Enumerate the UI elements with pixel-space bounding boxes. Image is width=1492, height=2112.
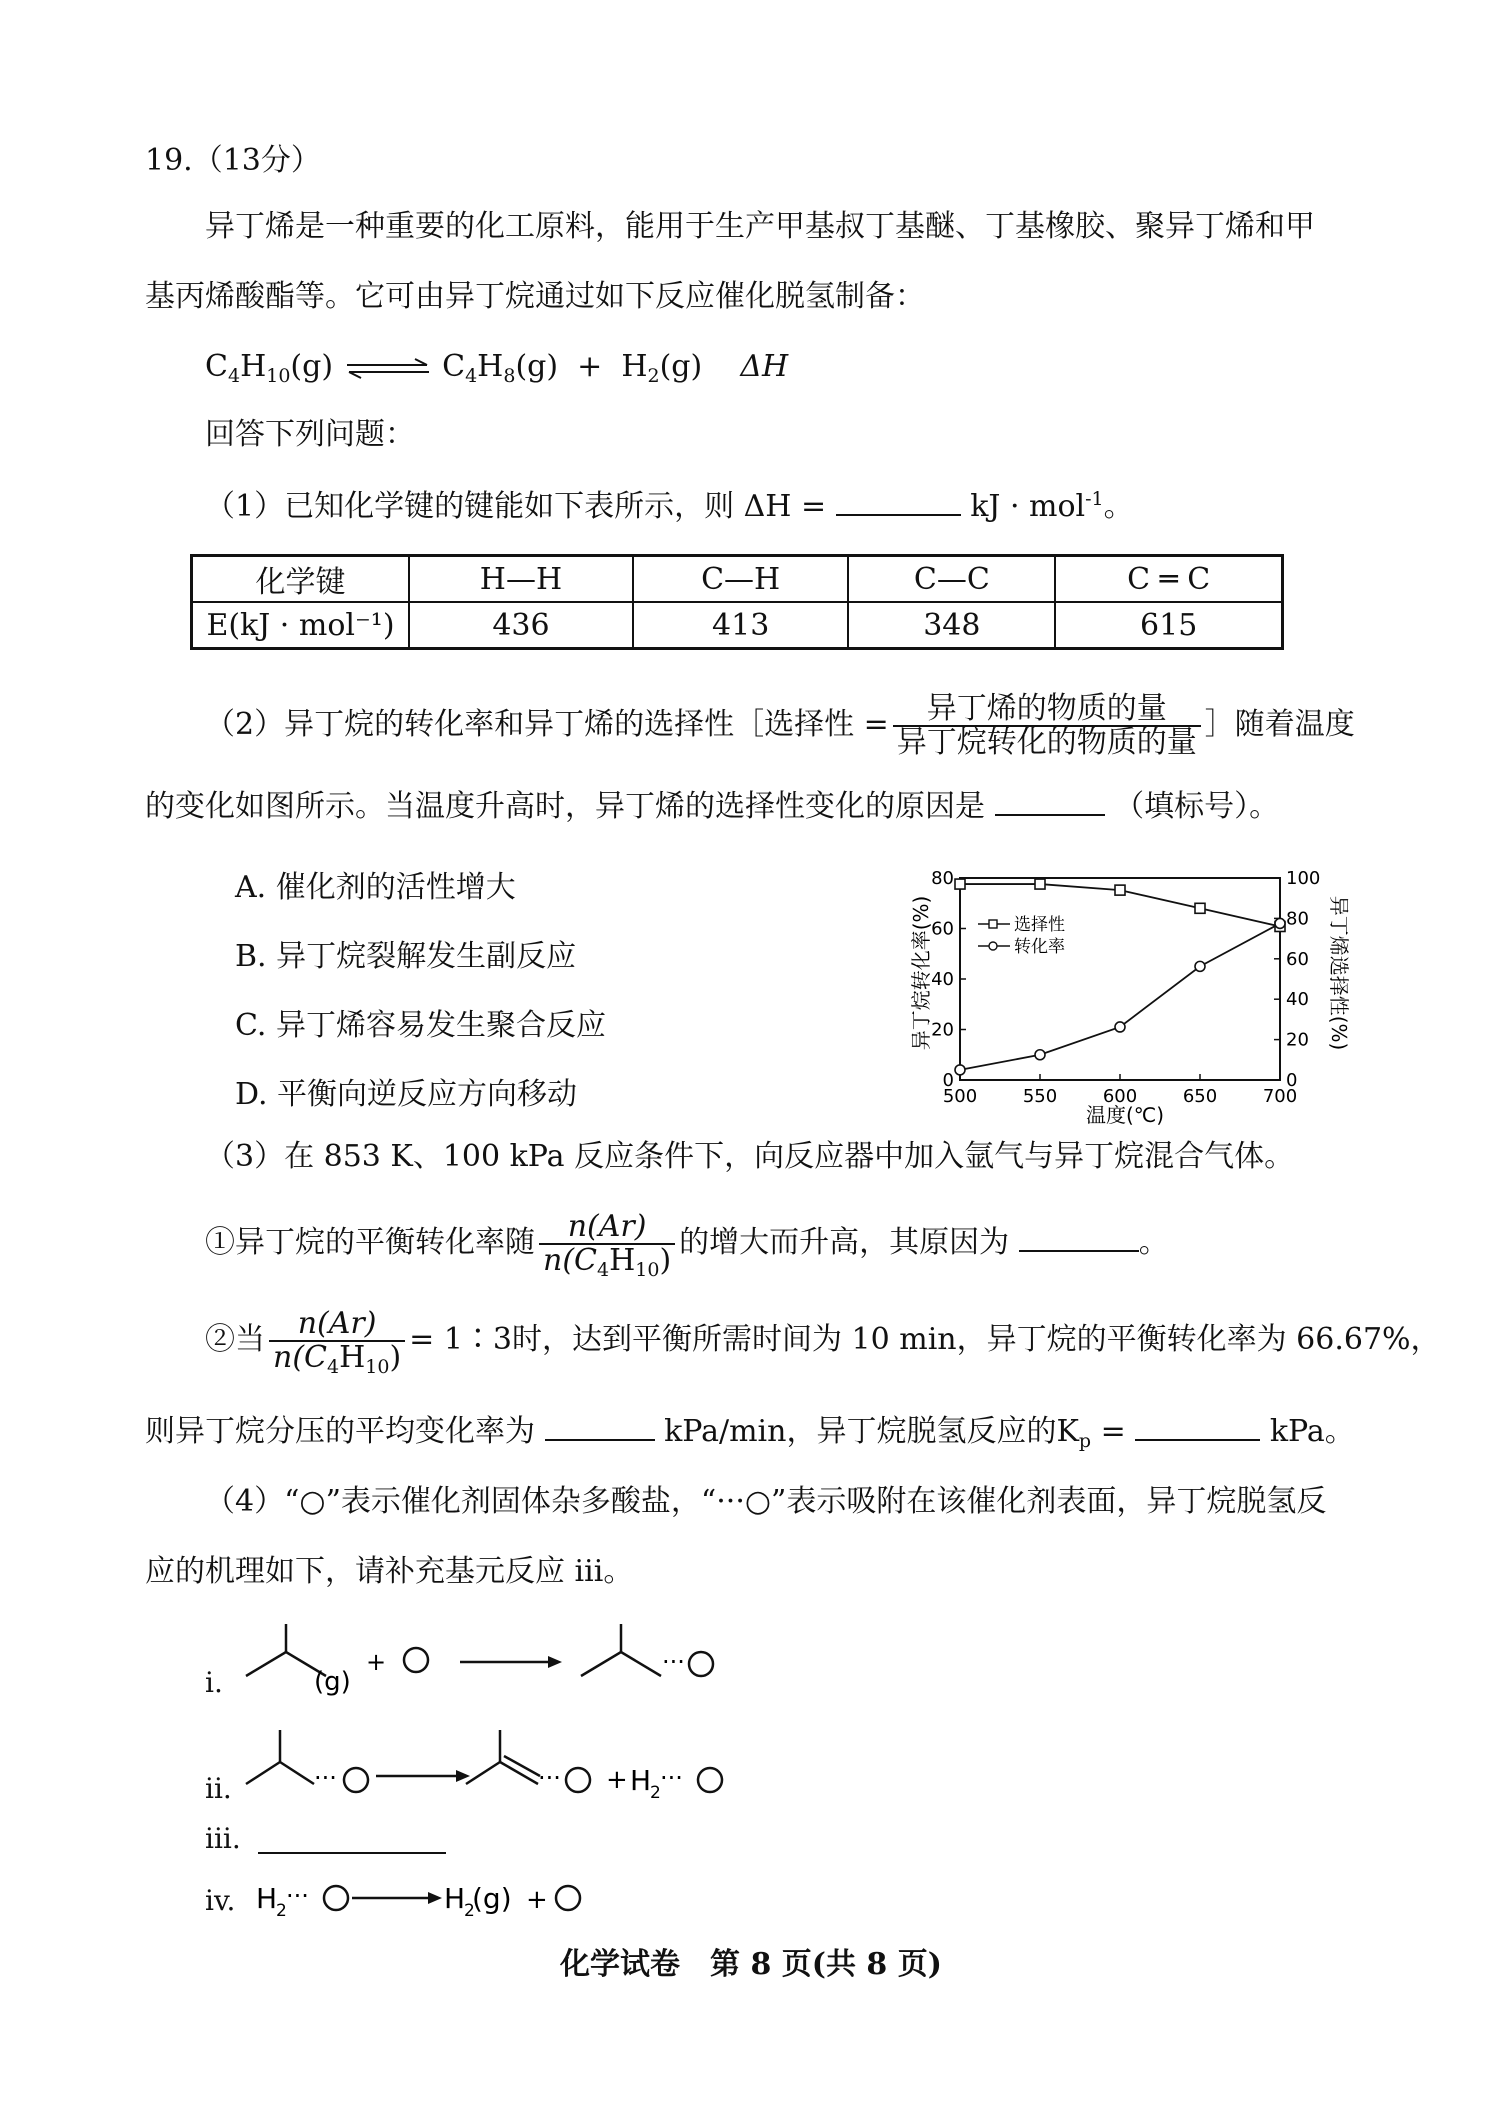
table-cell: C ═ C (1055, 556, 1282, 603)
x-tick-label: 700 (1262, 1086, 1298, 1107)
reaction-arrow-icon (376, 1770, 470, 1782)
catalyst-circle-icon (324, 1886, 348, 1910)
left-y-tick-label: 40 (931, 969, 954, 990)
reaction-arrow-icon (460, 1656, 562, 1668)
data-point-square (1115, 885, 1125, 895)
gas-state-label: (g) (472, 1882, 512, 1915)
data-point-circle (1035, 1050, 1045, 1060)
x-tick-label: 550 (1022, 1086, 1058, 1107)
chart-frame (960, 878, 1280, 1080)
step-iii-label: iii. (205, 1822, 241, 1855)
right-y-tick-label: 20 (1286, 1029, 1309, 1051)
reaction-equation: $C_4H_{10}(g) C_4H_8(g) + H_2(g)$ ΔH (205, 349, 789, 387)
data-point-square (955, 879, 965, 889)
adsorption-dots: ··· (538, 1764, 561, 1792)
adsorbed-isobutane-icon (581, 1624, 661, 1676)
adsorption-dots: ··· (662, 1648, 685, 1676)
part1-question: （1）已知化学键的键能如下表所示，则 ΔH = kJ · mol$^{-1}$。 (205, 488, 1134, 524)
table-cell: 348 (848, 602, 1055, 649)
catalyst-circle-icon (404, 1648, 428, 1672)
right-y-tick-label: 40 (1286, 989, 1309, 1011)
x-tick-label: 650 (1182, 1086, 1218, 1107)
right-y-tick-label: 80 (1286, 908, 1309, 930)
h2-label: H (444, 1882, 466, 1915)
step-iv-label: iv. (205, 1884, 236, 1917)
chart-right-axis-label: 异丁烯选择性(%) (1327, 895, 1351, 1051)
plus-sign: + (526, 1885, 548, 1915)
step-ii-label: ii. (205, 1772, 232, 1805)
ar-ratio-fraction: $\frac{n(Ar)}{n(C_4H_{10})}$ (539, 1211, 675, 1277)
adsorption-dots: ··· (660, 1764, 683, 1792)
legend-label: 选择性 (1014, 915, 1065, 935)
answer-blank-step-iii[interactable] (258, 1852, 446, 1854)
x-tick-label: 500 (942, 1086, 978, 1107)
equilibrium-arrow-icon (343, 357, 433, 379)
enthalpy-symbol: ΔH (740, 349, 789, 384)
table-cell: 615 (1055, 602, 1282, 649)
mechanism-step-ii (238, 1718, 758, 1808)
chart-left-axis-label: 异丁烷转化率(%) (909, 895, 933, 1051)
adsorption-dots: ··· (314, 1764, 337, 1792)
part3-question-2: ②当 $\frac{n(Ar)}{n(C_4H_{10})}$ = 1∶3时，达到平衡所需时间为 10 min，异丁烷的平衡转化率为 66.67%， (205, 1306, 1441, 1378)
answer-blank-3-1[interactable] (1019, 1224, 1139, 1252)
legend-label: 转化率 (1014, 937, 1065, 957)
right-y-tick-label: 60 (1286, 948, 1309, 970)
catalyst-circle-icon (566, 1768, 590, 1792)
x-tick-label: 600 (1102, 1086, 1138, 1107)
answer-blank-dh[interactable] (836, 488, 961, 516)
adsorbed-isobutane-icon (246, 1730, 314, 1784)
conversion-selectivity-chart (900, 858, 1351, 1138)
h2-label: H (630, 1764, 652, 1797)
table-header-cell: E(kJ · mol⁻¹) (192, 602, 410, 649)
part2-question-line1: （2）异丁烷的转化率和异丁烯的选择性［选择性 = $\frac{\text{异丁烯的物质的量}}{\text{异丁烷转化的物质的量}}$ ］随着温度 (205, 691, 1355, 760)
plus-sign: + (366, 1648, 387, 1676)
h2-subscript: 2 (650, 1783, 661, 1803)
legend-marker-circle (989, 942, 997, 950)
plus-sign: + (606, 1765, 628, 1795)
part3-question-1: ①异丁烷的平衡转化率随 $\frac{n(Ar)}{n(C_4H_{10})}$ 的增大而升高，其原因为 。 (205, 1209, 1169, 1281)
catalyst-circle-icon (344, 1768, 368, 1792)
adsorbed-isobutene-icon (466, 1730, 540, 1784)
table-row (192, 602, 1283, 649)
data-point-square (1195, 903, 1205, 913)
catalyst-circle-icon (689, 1652, 713, 1676)
mechanism-step-iv (250, 1872, 610, 1922)
left-y-tick-label: 0 (942, 1070, 954, 1091)
adsorption-dots: ··· (286, 1882, 309, 1910)
answer-blank-part2[interactable] (995, 788, 1105, 816)
part3-question-2-line2: 则异丁烷分压的平均变化率为 kPa/min，异丁烷脱氢反应的$K_p$ = kPa。 (145, 1414, 1355, 1452)
catalyst-circle-icon (698, 1768, 722, 1792)
table-header-cell: 化学键 (192, 556, 410, 603)
option-b: B. 异丁烷裂解发生副反应 (235, 939, 577, 974)
table-cell: 413 (633, 602, 848, 649)
data-point-circle (1115, 1022, 1125, 1032)
answer-blank-rate[interactable] (545, 1413, 655, 1441)
table-cell: 436 (409, 602, 633, 649)
step-i-label: i. (205, 1666, 223, 1699)
catalyst-circle-icon (556, 1886, 580, 1910)
right-y-tick-label: 0 (1286, 1070, 1298, 1091)
left-y-tick-label: 80 (931, 868, 954, 889)
page-footer: 化学试卷 第 8 页(共 8 页) (560, 1947, 942, 1982)
reaction-arrow-icon (352, 1892, 442, 1904)
answer-prompt: 回答下列问题： (205, 417, 415, 452)
option-d: D. 平衡向逆反应方向移动 (235, 1077, 578, 1112)
intro-line-2: 基丙烯酸酯等。它可由异丁烷通过如下反应催化脱氢制备： (145, 279, 925, 314)
data-point-circle (1275, 918, 1285, 928)
part4-intro-line1: （4）“○”表示催化剂固体杂多酸盐，“···○”表示吸附在该催化剂表面，异丁烷脱氢反 (205, 1484, 1327, 1519)
chart-x-axis-label: 温度(℃) (1085, 1103, 1165, 1127)
left-y-tick-label: 60 (931, 918, 954, 940)
ar-ratio-fraction-2: $\frac{n(Ar)}{n(C_4H_{10})}$ (269, 1308, 405, 1374)
left-y-tick-label: 20 (931, 1019, 954, 1041)
table-cell: H—H (409, 556, 633, 603)
part3-intro: （3）在 853 K、100 kPa 反应条件下，向反应器中加入氩气与异丁烷混合气体。 (205, 1139, 1295, 1174)
question-number: 19.（13分） (145, 143, 321, 178)
answer-blank-kp[interactable] (1135, 1413, 1260, 1441)
legend-marker-square (989, 920, 997, 928)
intro-line-1: 异丁烯是一种重要的化工原料，能用于生产甲基叔丁基醚、丁基橡胶、聚异丁烯和甲 (205, 209, 1315, 244)
table-cell: C—H (633, 556, 848, 603)
h2-subscript: 2 (276, 1901, 287, 1921)
h2-subscript: 2 (464, 1901, 475, 1921)
option-c: C. 异丁烯容易发生聚合反应 (235, 1008, 606, 1043)
bond-energy-table (190, 554, 1284, 650)
table-row (192, 556, 1283, 603)
part4-intro-line2: 应的机理如下，请补充基元反应 iii。 (145, 1554, 634, 1589)
mechanism-step-i (238, 1612, 718, 1702)
selectivity-fraction: $\frac{\text{异丁烯的物质的量}}{\text{异丁烷转化的物质的量}}$ (893, 693, 1201, 759)
part2-question-line2: 的变化如图所示。当温度升高时，异丁烯的选择性变化的原因是 （填标号）。 (145, 789, 1280, 824)
data-point-circle (955, 1065, 965, 1075)
h2-label: H (256, 1882, 278, 1915)
table-cell: C—C (848, 556, 1055, 603)
option-a: A. 催化剂的活性增大 (235, 870, 516, 905)
data-point-circle (1195, 961, 1205, 971)
gas-state-label: (g) (314, 1667, 351, 1697)
data-point-square (1035, 879, 1045, 889)
right-y-tick-label: 100 (1286, 868, 1321, 889)
